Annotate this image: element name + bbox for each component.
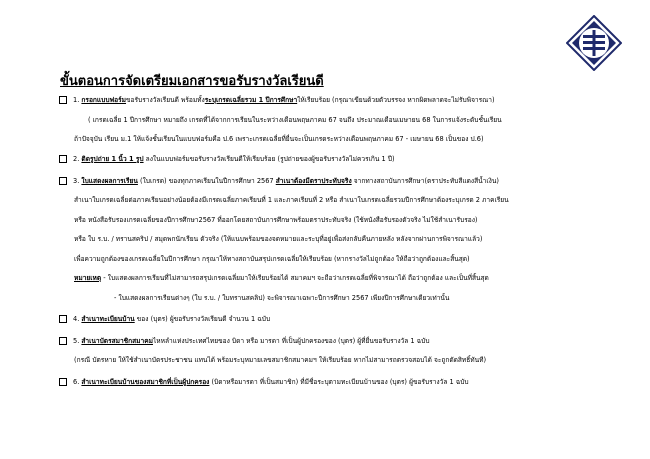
item-continuation: ( เกรดเฉลี่ย 1 ปีการศึกษา หมายถึง เกรดที่ได้จากการเรียนในระหว่างเดือนพฤษภาคม 67 จนถึง ประมาณเดือนเมษายน 68 ในการแจ้งระดับชั้นเรียน [88,116,502,124]
checkbox-icon[interactable] [59,96,67,104]
checkbox-icon[interactable] [59,155,67,163]
list-item [59,96,495,105]
note-label: หมายเหตุ [74,274,102,282]
item-heading: ติดรูปถ่าย 1 นิ้ว 1 รูป [81,155,144,163]
list-item [59,177,499,186]
checkbox-icon[interactable] [59,315,67,323]
item-continuation: หรือ หนังสือรับรองเกรดเฉลี่ยของปีการศึกษา2567 ที่ออกโดยสถาบันการศึกษาพร้อมตราประทับจริง (ใช้หนังสือรับรองตัวจริง ไม่ใช้สำเนารับรอง) [74,216,478,224]
list-item [59,378,469,387]
item-continuation: (กรณี บัตรหาย ให้ใช้สำเนาบัตรประชาชน แทนได้ พร้อมระบุหมายเลขสมาชิกสมาคมฯ ให้เรียบร้อย หากไม่สามารถตรวจสอบได้ จะถูกตัดสิทธิ์ทันที) [74,356,487,364]
item-number: 3. [73,177,80,185]
note-line [74,274,489,283]
item-text: จากทางสถาบันการศึกษา(ตราประทับสีแดงสีน้ำเงิน) [351,177,499,185]
list-item [59,337,430,346]
item-continuation: สำเนาใบเกรดเฉลี่ยต่อภาคเรียนอย่างน้อยต้องมีเกรดเฉลี่ยภาคเรียนที่ 1 และภาคเรียนที่ 2 หรือ สำเนาใบเกรดเฉลี่ยรวมปีการศึกษาต้องระบุเกรด 2 ภาคเรียน [74,196,509,204]
list-item [59,315,270,324]
item-emphasis: สำเนาต้องมีตราประทับจริง [275,177,352,185]
item-text: ให้เรียบร้อย (กรุณาเขียนด้วยตัวบรรจง หากผิดพลาดจะไม่รับพิจารณา) [297,96,495,104]
item-text: ลงในแบบฟอร์มขอรับรางวัลเรียนดีให้เรียบร้อย (รูปถ่ายของผู้ขอรับรางวัลไม่ควรเกิน 1 ปี) [143,155,395,163]
item-text: ขอรับรางวัลเรียนดี พร้อมทั้ง [126,96,205,104]
item-heading: สำเนาทะเบียนบ้าน [81,315,135,323]
item-text: ไหหลำแห่งประเทศไทยของ บิดา หรือ มารดา ที่เป็นผู้ปกครองของ (บุตร) ผู้ที่ยื่นขอรับรางวัล 1 ฉบับ [152,337,430,345]
item-heading: กรอกแบบฟอร์ม [81,96,127,104]
item-heading: ใบแสดงผลการเรียน [81,177,138,185]
page-title: ขั้นตอนการจัดเตรียมเอกสารขอรับรางวัลเรียนดี [60,74,324,89]
item-continuation: หรือ ใบ ร.บ. / ทรานสคริป / สมุดพกนักเรียน ตัวจริง (ให้แนบพร้อมของจดหมายและระบุที่อยู่เพื่อส่งกลับคืนภายหลัง หลังจากผ่านการพิจารณาแล้ว) [74,235,483,243]
item-number: 4. [73,315,80,323]
item-heading: สำเนาทะเบียนบ้านของสมาชิกที่เป็นผู้ปกครอง [81,378,210,386]
note-text: - ใบแสดงผลการเรียนที่ไม่สามารถสรุปเกรดเฉลี่ยมาให้เรียบร้อยได้ สมาคมฯ จะถือว่าเกรดเฉลี่ยที่พิจารณาได้ ถือว่าถูกต้อง และเป็นที่สิ้นสุด [101,274,489,282]
item-text: ของ (บุตร) ผู้ขอรับรางวัลเรียนดี จำนวน 1 ฉบับ [134,315,271,323]
item-continuation: เพื่อความถูกต้องของเกรดเฉลี่ยในปีการศึกษา กรุณาให้ทางสถาบันสรุปเกรดเฉลี่ยให้เรียบร้อย (หากรางวัลไม่ถูกต้อง ให้ถือว่าถูกต้องและสิ้นสุด) [74,255,470,263]
item-number: 6. [73,378,80,386]
item-number: 1. [73,96,80,104]
item-number: 2. [73,155,80,163]
item-continuation: ถ้าปัจจุบัน เรียน ม.1 ให้แจ้งชั้นเรียนในแบบฟอร์มคือ ป.6 เพราะเกรดเฉลี่ยที่ยื่นจะเป็นเกรดระหว่างเดือนพฤษภาคม 67 - เมษายน 68 เป็นของ ป.6) [74,135,484,143]
checkbox-icon[interactable] [59,177,67,185]
item-text: (ใบเกรด) ของทุกภาคเรียนในปีการศึกษา 2567 [137,177,276,185]
note-line: - ใบแสดงผลการเรียนต่างๆ (ใบ ร.บ. / ใบทรานสคลิป) จะพิจารณาเฉพาะปีการศึกษา 2567 เพียงปีการศึกษาเดียวเท่านั้น [114,294,450,302]
item-number: 5. [73,337,80,345]
list-item [59,155,395,164]
checkbox-icon[interactable] [59,337,67,345]
item-emphasis: ระบุเกรดเฉลี่ยรวม 1 ปีการศึกษา [204,96,298,104]
checkbox-icon[interactable] [59,378,67,386]
item-heading: สำเนาบัตรสมาชิกสมาคม [81,337,153,345]
item-text: (บิดาหรือมารดา ที่เป็นสมาชิก) ที่มีชื่อระบุตามทะเบียนบ้านของ (บุตร) ผู้ขอรับรางวัล 1 ฉบับ [209,378,469,386]
association-logo-icon [566,15,622,71]
